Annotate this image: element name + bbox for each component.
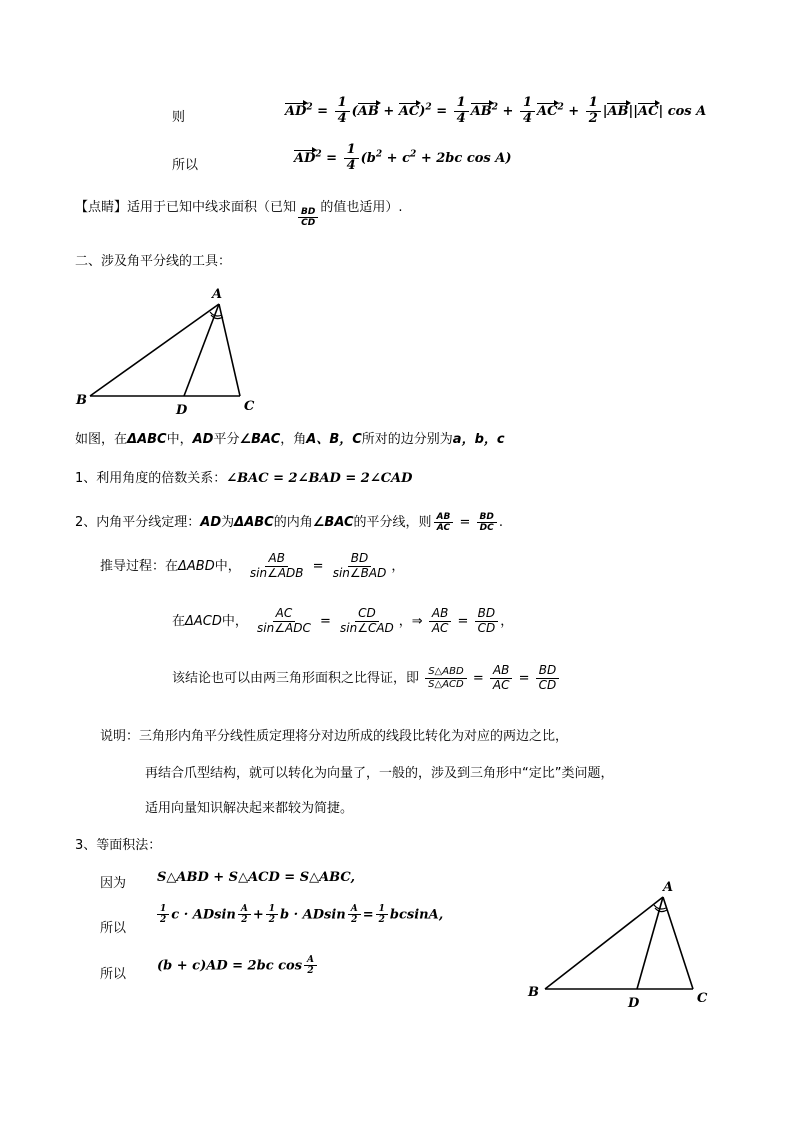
derivation-step-2: 在ΔACD中， $\frac{AC}{\text{sin∠ADC}}$ = $\frac{CD}{\text{sin∠CAD}}$ ，⇒ $\frac{AB}{AC}$ = $\frac{BD}{CD}$ ， [172, 606, 514, 635]
label-ze: 则 [172, 110, 186, 125]
item-3-equal-area: 3、等面积法： [75, 838, 162, 853]
derivation-area-ratio: 该结论也可以由两三角形面积之比得证，即 $\frac{\text{S△ABD}}{\text{S△ACD}}$ = $\frac{AB}{AC}$ = $\frac{BD}{CD}$ [172, 664, 561, 693]
vertex-label-b-2: B [528, 985, 539, 1000]
item-1-angle-multiples: 1、利用角度的倍数关系：∠BAC = 2∠BAD = 2∠CAD [75, 471, 413, 486]
label-because: 因为 [100, 876, 127, 891]
triangle-figure-2 [520, 872, 720, 1012]
explanation-line-3: 适用向量知识解决起来都较为简捷。 [145, 801, 354, 816]
label-suoyi: 所以 [172, 158, 199, 173]
formula-ad-squared-expansion: $AD^2$ = $\frac{1}{4}$ (AB + AC)$^2$ = $\frac{1}{4}$ $AB^2$ + $\frac{1}{4}$ $AC^2$ + $\frac{1}{2}$ |AB||AC| cos A [285, 95, 707, 126]
vertex-label-d: D [176, 403, 188, 418]
label-suoyi-1: 所以 [100, 921, 127, 936]
vertex-label-a-2: A [663, 880, 674, 895]
label-suoyi-2: 所以 [100, 967, 127, 982]
intro-line: 如图，在ΔABC中，AD平分∠BAC，角A、B，C所对的边分别为a，b，c [75, 432, 505, 447]
section-heading-angle-bisector: 二、涉及角平分线的工具： [75, 254, 232, 269]
vertex-label-a: A [212, 287, 223, 302]
formula-area-expanded: $\frac{1}{2}$ c · ADsin $\frac{A}{2}$ + $\frac{1}{2}$ b · ADsin $\frac{A}{2}$ = $\frac{1}{2}$ bcsinA, [155, 904, 443, 926]
vertex-label-c-2: C [697, 991, 708, 1006]
derivation-step-1: 推导过程：在ΔABD中， $\frac{AB}{\text{sin∠ADB}}$ = $\frac{BD}{\text{sin∠BAD}}$ ， [100, 551, 405, 580]
formula-ad-squared-result: $AD^2$ = $\frac{1}{4}$ ($b^2 + c^2 + 2bc$ cos A) [294, 142, 512, 173]
explanation-line-1: 说明：三角形内角平分线性质定理将分对边所成的线段比转化为对应的两边之比， [100, 729, 569, 744]
triangle-figure-1 [70, 282, 270, 422]
vertex-label-d-2: D [628, 996, 640, 1011]
formula-ad-result: (b + c)AD = 2bc cos $\frac{A}{2}$ [157, 955, 319, 977]
vertex-label-c: C [244, 399, 255, 414]
item-2-bisector-theorem: 2、内角平分线定理：AD为ΔABC的内角∠BAC的平分线，则 $\frac{AB}{AC}$ = $\frac{BD}{DC}$ . [75, 511, 504, 533]
formula-area-sum: S△ABD + S△ACD = S△ABC, [157, 870, 356, 885]
explanation-line-2: 再结合爪型结构，就可以转化为向量了，一般的，涉及到三角形中“定比”类问题， [145, 766, 614, 781]
note-dianjing: 【点睛】适用于已知中线求面积（已知 $\frac{BD}{CD}$ 的值也适用）. [75, 200, 403, 229]
vertex-label-b: B [76, 393, 87, 408]
